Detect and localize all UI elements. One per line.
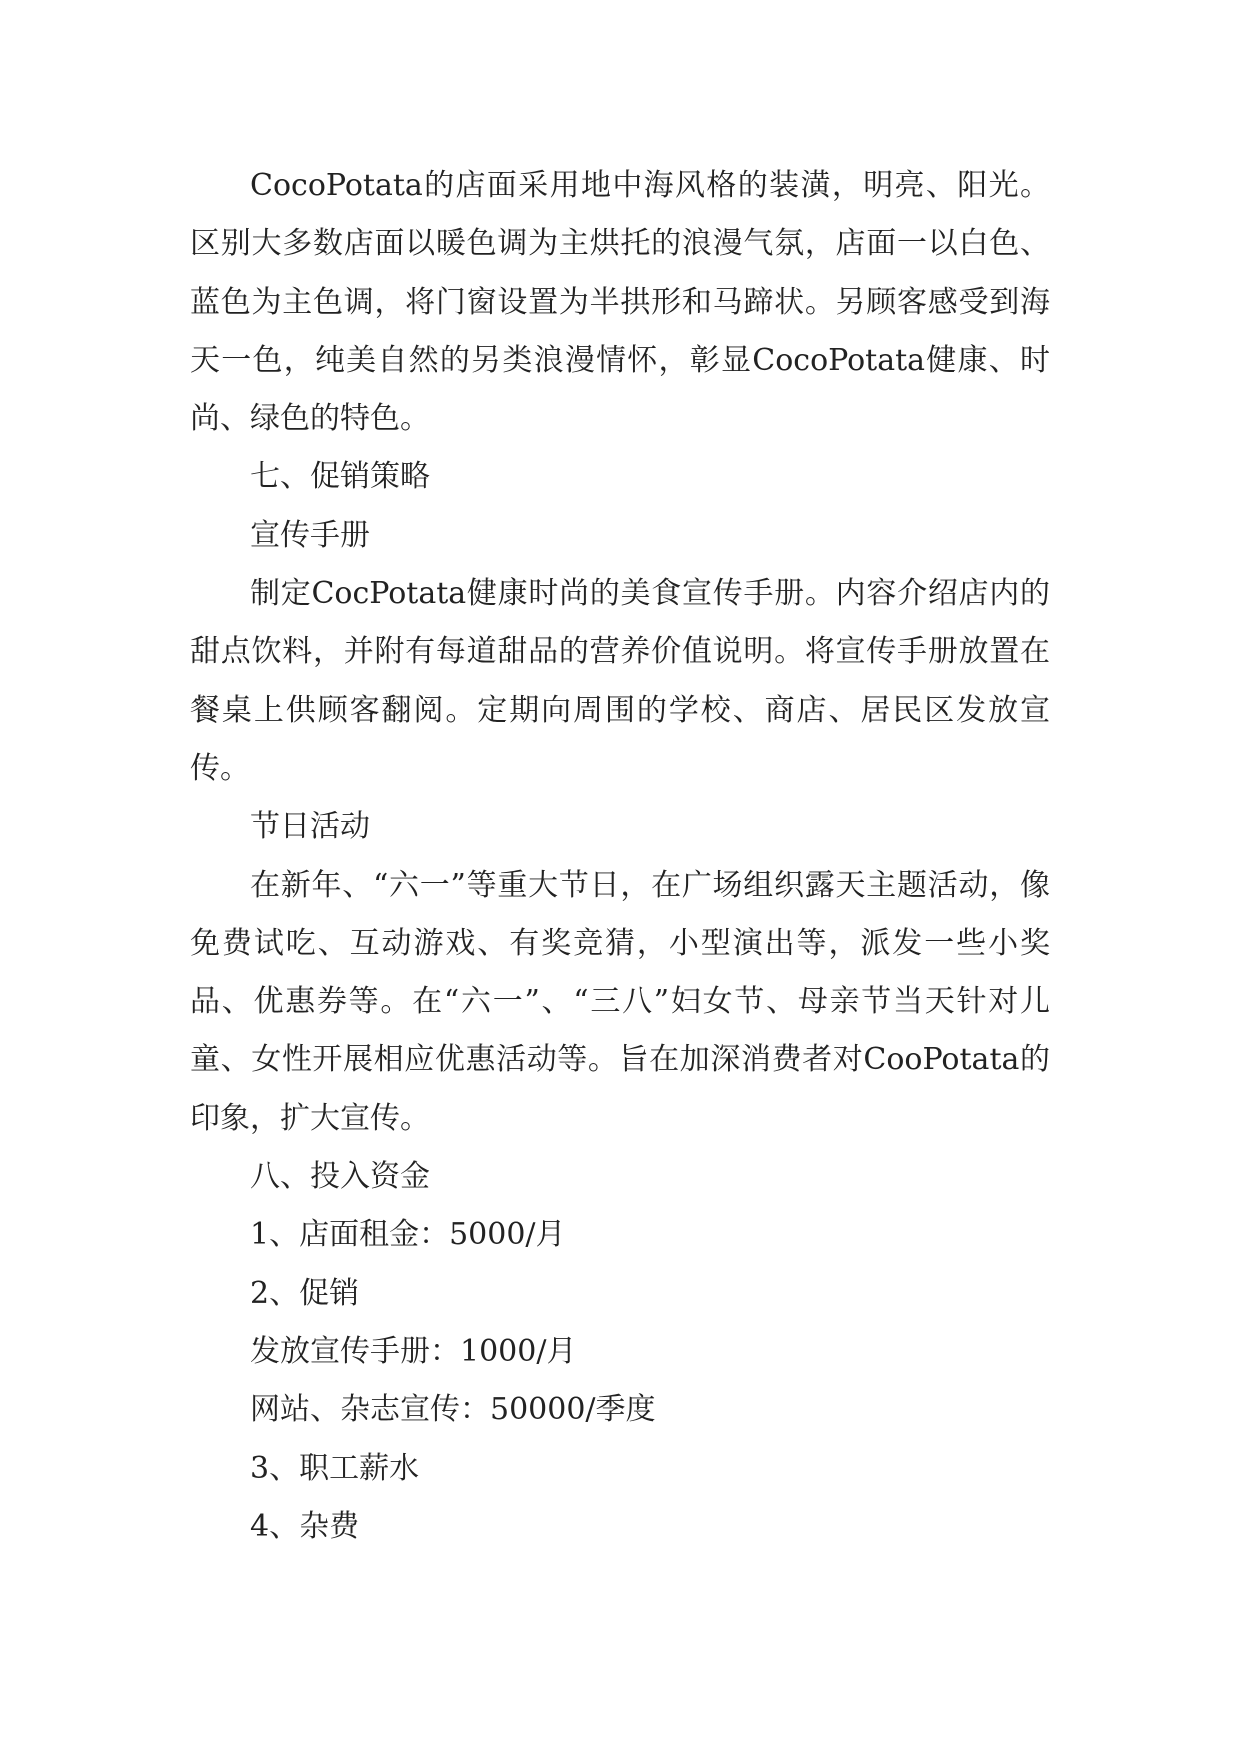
list-item-media-cost: 网站、杂志宣传：50000/季度 xyxy=(250,1392,656,1428)
list-item-misc: 4、杂费 xyxy=(250,1508,360,1544)
list-item-brochure-cost: 发放宣传手册：1000/月 xyxy=(250,1333,577,1369)
heading-investment: 八、投入资金 xyxy=(250,1159,430,1195)
document-body xyxy=(190,157,1050,1556)
list-item-promotion: 2、促销 xyxy=(250,1275,360,1311)
paragraph-brochure: 制定CocPotata健康时尚的美食宣传手册。内容介绍店内的甜点饮料，并附有每道甜品的营养价值说明。将宣传手册放置在餐桌上供顾客翻阅。定期向周围的学校、商店、居民区发放宣传。 xyxy=(190,576,1050,786)
subheading-brochure: 宣传手册 xyxy=(250,517,370,553)
heading-promotion-strategy: 七、促销策略 xyxy=(250,459,430,495)
paragraph-storefront-design: CocoPotata的店面采用地中海风格的装潢，明亮、阳光。区别大多数店面以暖色调为主烘托的浪漫气氛，店面一以白色、蓝色为主色调，将门窗设置为半拱形和马蹄状。另顾客感受到海天一色，纯美自然的另类浪漫情怀，彰显CocoPotata健康、时尚、绿色的特色。 xyxy=(190,168,1050,437)
list-item-rent: 1、店面租金：5000/月 xyxy=(250,1217,566,1253)
subheading-holiday-events: 节日活动 xyxy=(250,809,370,845)
list-item-salary: 3、职工薪水 xyxy=(250,1450,420,1486)
paragraph-holiday-events: 在新年、“六一”等重大节日，在广场组织露天主题活动，像免费试吃、互动游戏、有奖竞猜，小型演出等，派发一些小奖品、优惠券等。在“六一”、“三八”妇女节、母亲节当天针对儿童、女性开展相应优惠活动等。旨在加深消费者对CooPotata的印象，扩大宣传。 xyxy=(190,867,1050,1136)
